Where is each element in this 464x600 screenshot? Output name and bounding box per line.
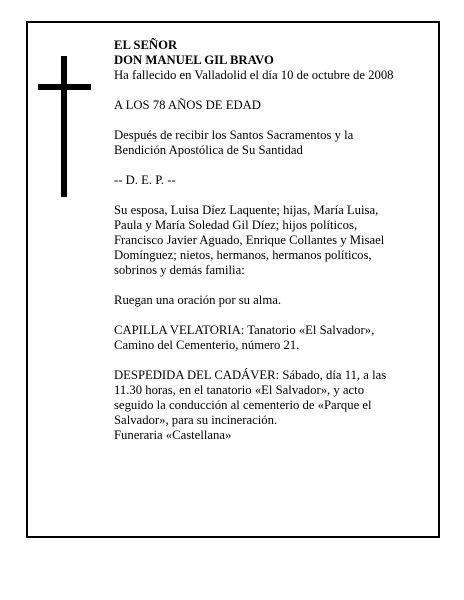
family-line-5: sobrinos y demás familia: — [114, 263, 245, 277]
farewell-line-4: Salvador», para su incineración. — [114, 413, 278, 427]
sacraments-line-2: Bendición Apostólica de Su Santidad — [114, 143, 303, 157]
farewell-line-2: 11.30 horas, en el tanatorio «El Salvador», y acto — [114, 383, 365, 397]
farewell-line-3: seguido la conducción al cementerio de «Parque el — [114, 398, 372, 412]
rip-line: -- D. E. P. -- — [114, 173, 176, 187]
deceased-name: DON MANUEL GIL BRAVO — [114, 53, 274, 67]
family-line-4: Domínguez; nietos, hermanos, hermanos políticos, — [114, 248, 372, 262]
cross-icon-bar — [38, 84, 91, 90]
prayer-line: Ruegan una oración por su alma. — [114, 293, 282, 307]
farewell-line-1: DESPEDIDA DEL CADÁVER: Sábado, día 11, a las — [114, 368, 387, 382]
sacraments-line-1: Después de recibir los Santos Sacramentos y la — [114, 128, 354, 142]
title-line-1: EL SEÑOR — [114, 38, 178, 52]
chapel-line-1: CAPILLA VELATORIA: Tanatorio «El Salvador», — [114, 323, 375, 337]
cross-icon — [61, 56, 67, 197]
death-info: Ha fallecido en Valladolid el día 10 de octubre de 2008 — [114, 68, 394, 82]
family-line-2: Paula y María Soledad Gil Díez; hijos políticos, — [114, 218, 358, 232]
funeral-home: Funeraria «Castellana» — [114, 428, 232, 442]
family-line-1: Su esposa, Luisa Díez Laquente; hijas, María Luisa, — [114, 203, 379, 217]
age-line: A LOS 78 AÑOS DE EDAD — [114, 98, 261, 112]
chapel-line-2: Camino del Cementerio, número 21. — [114, 338, 300, 352]
obituary-text — [114, 38, 434, 443]
family-line-3: Francisco Javier Aguado, Enrique Collantes y Misael — [114, 233, 385, 247]
